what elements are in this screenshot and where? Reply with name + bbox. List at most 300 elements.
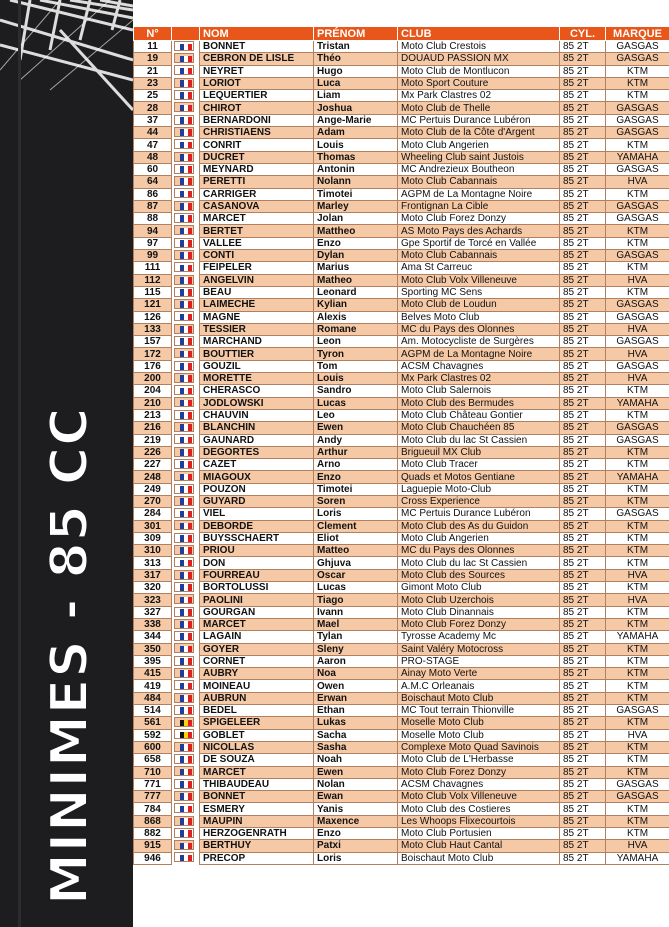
engine-capacity: 85 2T [560, 471, 606, 483]
table-row [134, 397, 669, 409]
engine-capacity: 85 2T [560, 791, 606, 803]
nationality-flag-icon [174, 717, 194, 727]
engine-capacity: 85 2T [560, 274, 606, 286]
rider-last-name: POUZON [200, 483, 314, 495]
rider-last-name: CONRIT [200, 139, 314, 151]
rider-first-name: Tristan [314, 41, 398, 53]
rider-last-name: FOURREAU [200, 569, 314, 581]
bike-brand: KTM [606, 385, 669, 397]
france-flag-icon [180, 203, 192, 211]
france-flag-icon [180, 818, 192, 826]
rider-last-name: BLANCHIN [200, 422, 314, 434]
bike-brand: KTM [606, 446, 669, 458]
rider-club: Ama St Carreuc [398, 262, 560, 274]
rider-number: 771 [134, 778, 172, 790]
nationality-flag-icon [174, 496, 194, 506]
france-flag-icon [180, 597, 192, 605]
rider-club: Moto Club du lac St Cassien [398, 557, 560, 569]
rider-last-name: GUYARD [200, 495, 314, 507]
engine-capacity: 85 2T [560, 668, 606, 680]
nationality-flag-icon [174, 397, 194, 407]
rider-last-name: NEYRET [200, 65, 314, 77]
bike-brand: HVA [606, 729, 669, 741]
rider-club: Moto Club des Costieres [398, 803, 560, 815]
rider-last-name: VALLEE [200, 237, 314, 249]
engine-capacity: 85 2T [560, 557, 606, 569]
nationality-flag-icon [174, 656, 194, 666]
rider-club: Mx Park Clastres 02 [398, 373, 560, 385]
engine-capacity: 85 2T [560, 545, 606, 557]
rider-first-name: Arthur [314, 446, 398, 458]
bike-brand: YAMAHA [606, 631, 669, 643]
nationality-flag-icon [174, 434, 194, 444]
rider-first-name: Erwan [314, 692, 398, 704]
bike-brand: KTM [606, 545, 669, 557]
rider-club: Moto Club Chauchéen 85 [398, 422, 560, 434]
rider-last-name: LEQUERTIER [200, 90, 314, 102]
nationality-flag-icon [174, 41, 194, 51]
france-flag-icon [180, 498, 192, 506]
nationality-flag-icon [174, 188, 194, 198]
table-row [134, 385, 669, 397]
rider-first-name: Thomas [314, 151, 398, 163]
rider-club: Frontignan La Cible [398, 200, 560, 212]
rider-number: 64 [134, 176, 172, 188]
france-flag-icon [180, 547, 192, 555]
engine-capacity: 85 2T [560, 643, 606, 655]
rider-number: 47 [134, 139, 172, 151]
rider-club: Wheeling Club saint Justois [398, 151, 560, 163]
bike-brand: GASGAS [606, 311, 669, 323]
rider-number: 87 [134, 200, 172, 212]
table-row [134, 114, 669, 126]
bike-brand: KTM [606, 459, 669, 471]
nationality-flag-icon [174, 164, 194, 174]
rider-first-name: Sacha [314, 729, 398, 741]
rider-number: 219 [134, 434, 172, 446]
rider-first-name: Leo [314, 409, 398, 421]
france-flag-icon [180, 338, 192, 346]
bike-brand: KTM [606, 754, 669, 766]
bike-brand: KTM [606, 225, 669, 237]
nationality-flag-icon [174, 533, 194, 543]
category-title [40, 406, 100, 925]
rider-first-name: Louis [314, 373, 398, 385]
france-flag-icon [180, 265, 192, 273]
france-flag-icon [180, 523, 192, 531]
engine-capacity: 85 2T [560, 225, 606, 237]
rider-number: 249 [134, 483, 172, 495]
bike-brand: KTM [606, 692, 669, 704]
bike-brand: GASGAS [606, 102, 669, 114]
table-row [134, 778, 669, 790]
table-row [134, 532, 669, 544]
rider-club: Moto Club Forez Donzy [398, 766, 560, 778]
rider-last-name: SPIGELEER [200, 717, 314, 729]
bike-brand: KTM [606, 803, 669, 815]
rider-number: 484 [134, 692, 172, 704]
rider-first-name: Alexis [314, 311, 398, 323]
table-row [134, 176, 669, 188]
france-flag-icon [180, 277, 192, 285]
engine-capacity: 85 2T [560, 741, 606, 753]
france-flag-icon [180, 388, 192, 396]
rider-first-name: Hugo [314, 65, 398, 77]
rider-number: 514 [134, 705, 172, 717]
rider-number: 121 [134, 299, 172, 311]
rider-last-name: CASANOVA [200, 200, 314, 212]
france-flag-icon [180, 363, 192, 371]
rider-last-name: CEBRON DE LISLE [200, 53, 314, 65]
table-row [134, 569, 669, 581]
france-flag-icon [180, 449, 192, 457]
rider-club: MC Pertuis Durance Lubéron [398, 508, 560, 520]
rider-number: 19 [134, 53, 172, 65]
france-flag-icon [180, 744, 192, 752]
table-row [134, 262, 669, 274]
france-flag-icon [180, 855, 192, 863]
rider-club: Moto Club Angerien [398, 532, 560, 544]
rider-last-name: NICOLLAS [200, 741, 314, 753]
bike-brand: GASGAS [606, 114, 669, 126]
nationality-flag-icon [174, 225, 194, 235]
table-row [134, 336, 669, 348]
rider-club: Moto Club des Sources [398, 569, 560, 581]
rider-last-name: CORNET [200, 655, 314, 667]
nationality-flag-icon [174, 422, 194, 432]
rider-number: 172 [134, 348, 172, 360]
france-flag-icon [180, 129, 192, 137]
rider-last-name: LAGAIN [200, 631, 314, 643]
engine-capacity: 85 2T [560, 323, 606, 335]
bike-brand: GASGAS [606, 791, 669, 803]
engine-capacity: 85 2T [560, 373, 606, 385]
table-row [134, 434, 669, 446]
rider-last-name: MORETTE [200, 373, 314, 385]
nationality-flag-icon [174, 201, 194, 211]
rider-first-name: Maxence [314, 815, 398, 827]
rider-club: Am. Motocycliste de Surgères [398, 336, 560, 348]
engine-capacity: 85 2T [560, 655, 606, 667]
header-marque: MARQUE [606, 27, 669, 41]
engine-capacity: 85 2T [560, 53, 606, 65]
france-flag-icon [180, 633, 192, 641]
rider-first-name: Ewen [314, 766, 398, 778]
rider-number: 216 [134, 422, 172, 434]
rider-last-name: MIAGOUX [200, 471, 314, 483]
engine-capacity: 85 2T [560, 422, 606, 434]
rider-first-name: Timotei [314, 483, 398, 495]
rider-number: 915 [134, 840, 172, 852]
bike-brand: GASGAS [606, 336, 669, 348]
rider-number: 44 [134, 127, 172, 139]
france-flag-icon [180, 474, 192, 482]
france-flag-icon [180, 215, 192, 223]
table-row [134, 274, 669, 286]
nationality-flag-icon [174, 693, 194, 703]
rider-last-name: CAZET [200, 459, 314, 471]
rider-club: Moto Sport Couture [398, 77, 560, 89]
bike-brand: YAMAHA [606, 471, 669, 483]
rider-number: 60 [134, 163, 172, 175]
bike-brand: KTM [606, 557, 669, 569]
bike-brand: GASGAS [606, 127, 669, 139]
france-flag-icon [180, 56, 192, 64]
engine-capacity: 85 2T [560, 139, 606, 151]
engine-capacity: 85 2T [560, 434, 606, 446]
nationality-flag-icon [174, 619, 194, 629]
rider-club: Moto Club Haut Cantal [398, 840, 560, 852]
france-flag-icon [180, 511, 192, 519]
rider-number: 157 [134, 336, 172, 348]
rider-first-name: Timotei [314, 188, 398, 200]
bike-brand: YAMAHA [606, 397, 669, 409]
bike-brand: HVA [606, 348, 669, 360]
rider-last-name: JODLOWSKI [200, 397, 314, 409]
rider-first-name: Louis [314, 139, 398, 151]
rider-number: 213 [134, 409, 172, 421]
category-title-text: MINIMES - 85 CC [40, 406, 100, 905]
bike-brand: KTM [606, 483, 669, 495]
nationality-flag-icon [174, 324, 194, 334]
rider-last-name: DEBORDE [200, 520, 314, 532]
bike-brand: GASGAS [606, 163, 669, 175]
rider-first-name: Soren [314, 495, 398, 507]
france-flag-icon [180, 412, 192, 420]
header-flag [172, 27, 200, 41]
nationality-flag-icon [174, 361, 194, 371]
engine-capacity: 85 2T [560, 754, 606, 766]
france-flag-icon [180, 44, 192, 52]
rider-club: Moto Club Crestois [398, 41, 560, 53]
engine-capacity: 85 2T [560, 459, 606, 471]
engine-capacity: 85 2T [560, 594, 606, 606]
rider-club: Brigueuil MX Club [398, 446, 560, 458]
table-row [134, 828, 669, 840]
france-flag-icon [180, 80, 192, 88]
table-row [134, 200, 669, 212]
nationality-flag-icon [174, 508, 194, 518]
rider-first-name: Lucas [314, 397, 398, 409]
rider-number: 868 [134, 815, 172, 827]
bike-brand: YAMAHA [606, 852, 669, 864]
bike-brand: KTM [606, 409, 669, 421]
table-row [134, 409, 669, 421]
rider-number: 176 [134, 360, 172, 372]
bike-brand: GASGAS [606, 299, 669, 311]
engine-capacity: 85 2T [560, 286, 606, 298]
bike-brand: GASGAS [606, 53, 669, 65]
rider-club: Laguepie Moto-Club [398, 483, 560, 495]
rider-club: Moto Club de Montlucon [398, 65, 560, 77]
engine-capacity: 85 2T [560, 495, 606, 507]
nationality-flag-icon [174, 754, 194, 764]
engine-capacity: 85 2T [560, 397, 606, 409]
france-flag-icon [180, 289, 192, 297]
rider-club: Quads et Motos Gentiane [398, 471, 560, 483]
rider-club: Ainay Moto Verte [398, 668, 560, 680]
rider-club: MC Pertuis Durance Lubéron [398, 114, 560, 126]
nationality-flag-icon [174, 779, 194, 789]
rider-first-name: Lukas [314, 717, 398, 729]
rider-club: ACSM Chavagnes [398, 360, 560, 372]
rider-last-name: GOBLET [200, 729, 314, 741]
rider-club: Moto Club du lac St Cassien [398, 434, 560, 446]
nationality-flag-icon [174, 520, 194, 530]
rider-first-name: Mattheo [314, 225, 398, 237]
rider-first-name: Luca [314, 77, 398, 89]
rider-last-name: MOINEAU [200, 680, 314, 692]
rider-club: Moto Club des Bermudes [398, 397, 560, 409]
bike-brand: KTM [606, 139, 669, 151]
rider-last-name: BOUTTIER [200, 348, 314, 360]
rider-first-name: Adam [314, 127, 398, 139]
nationality-flag-icon [174, 557, 194, 567]
table-row [134, 471, 669, 483]
bike-brand: HVA [606, 323, 669, 335]
rider-last-name: MARCHAND [200, 336, 314, 348]
france-flag-icon [180, 572, 192, 580]
nationality-flag-icon [174, 594, 194, 604]
rider-last-name: VIEL [200, 508, 314, 520]
bike-brand: GASGAS [606, 434, 669, 446]
rider-club: Les Whoops Flixecourtois [398, 815, 560, 827]
france-flag-icon [180, 695, 192, 703]
france-flag-icon [180, 461, 192, 469]
table-row [134, 250, 669, 262]
table-row [134, 151, 669, 163]
nationality-flag-icon [174, 213, 194, 223]
rider-last-name: LAIMECHE [200, 299, 314, 311]
engine-capacity: 85 2T [560, 446, 606, 458]
rider-club: Moto Club de Loudun [398, 299, 560, 311]
rider-number: 88 [134, 213, 172, 225]
rider-first-name: Matheo [314, 274, 398, 286]
rider-first-name: Noah [314, 754, 398, 766]
rider-last-name: DE SOUZA [200, 754, 314, 766]
rider-first-name: Owen [314, 680, 398, 692]
bike-brand: HVA [606, 594, 669, 606]
table-row [134, 791, 669, 803]
header-prenom: PRÉNOM [314, 27, 398, 41]
bike-brand: GASGAS [606, 41, 669, 53]
france-flag-icon [180, 424, 192, 432]
rider-number: 313 [134, 557, 172, 569]
rider-number: 28 [134, 102, 172, 114]
rider-last-name: CHAUVIN [200, 409, 314, 421]
table-header-row [134, 27, 669, 41]
rider-club: MC du Pays des Olonnes [398, 323, 560, 335]
table-row [134, 852, 669, 864]
nationality-flag-icon [174, 127, 194, 137]
france-flag-icon [180, 68, 192, 76]
rider-club: Moto Club de la Côte d'Argent [398, 127, 560, 139]
rider-last-name: THIBAUDEAU [200, 778, 314, 790]
france-flag-icon [180, 781, 192, 789]
rider-number: 112 [134, 274, 172, 286]
france-flag-icon [180, 830, 192, 838]
engine-capacity: 85 2T [560, 803, 606, 815]
rider-number: 338 [134, 618, 172, 630]
france-flag-icon [180, 646, 192, 654]
rider-club: Moselle Moto Club [398, 717, 560, 729]
rider-club: Moto Club Forez Donzy [398, 213, 560, 225]
rider-last-name: DEGORTES [200, 446, 314, 458]
rider-first-name: Andy [314, 434, 398, 446]
rider-first-name: Marius [314, 262, 398, 274]
bike-brand: KTM [606, 643, 669, 655]
rider-number: 344 [134, 631, 172, 643]
engine-capacity: 85 2T [560, 483, 606, 495]
france-flag-icon [180, 756, 192, 764]
france-flag-icon [180, 375, 192, 383]
rider-last-name: MAGNE [200, 311, 314, 323]
rider-number: 11 [134, 41, 172, 53]
table-row [134, 311, 669, 323]
rider-last-name: BERTHUY [200, 840, 314, 852]
france-flag-icon [180, 584, 192, 592]
engine-capacity: 85 2T [560, 840, 606, 852]
rider-club: Boischaut Moto Club [398, 852, 560, 864]
nationality-flag-icon [174, 250, 194, 260]
rider-last-name: MARCET [200, 213, 314, 225]
rider-number: 309 [134, 532, 172, 544]
engine-capacity: 85 2T [560, 41, 606, 53]
nationality-flag-icon [174, 287, 194, 297]
header-club: CLUB [398, 27, 560, 41]
table-row [134, 520, 669, 532]
table-row [134, 65, 669, 77]
rider-first-name: Antonin [314, 163, 398, 175]
nationality-flag-icon [174, 311, 194, 321]
rider-first-name: Tiago [314, 594, 398, 606]
nationality-flag-icon [174, 545, 194, 555]
rider-club: Moto Club de L'Herbasse [398, 754, 560, 766]
table-row [134, 631, 669, 643]
engine-capacity: 85 2T [560, 176, 606, 188]
bike-brand: HVA [606, 274, 669, 286]
rider-number: 126 [134, 311, 172, 323]
nationality-flag-icon [174, 78, 194, 88]
france-flag-icon [180, 166, 192, 174]
rider-number: 25 [134, 90, 172, 102]
rider-club: Mx Park Clastres 02 [398, 90, 560, 102]
rider-club: Moto Club Salernois [398, 385, 560, 397]
nationality-flag-icon [174, 152, 194, 162]
rider-number: 415 [134, 668, 172, 680]
bike-brand: KTM [606, 606, 669, 618]
rider-last-name: CONTI [200, 250, 314, 262]
table-row [134, 446, 669, 458]
table-row [134, 680, 669, 692]
rider-last-name: HERZOGENRATH [200, 828, 314, 840]
bike-brand: HVA [606, 840, 669, 852]
engine-capacity: 85 2T [560, 200, 606, 212]
rider-first-name: Sleny [314, 643, 398, 655]
table-row [134, 594, 669, 606]
rider-first-name: Romane [314, 323, 398, 335]
table-row [134, 348, 669, 360]
rider-number: 592 [134, 729, 172, 741]
rider-last-name: DON [200, 557, 314, 569]
nationality-flag-icon [174, 139, 194, 149]
nationality-flag-icon [174, 238, 194, 248]
rider-last-name: PAOLINI [200, 594, 314, 606]
france-flag-icon [180, 670, 192, 678]
table-row [134, 483, 669, 495]
rider-last-name: GAUNARD [200, 434, 314, 446]
nationality-flag-icon [174, 742, 194, 752]
